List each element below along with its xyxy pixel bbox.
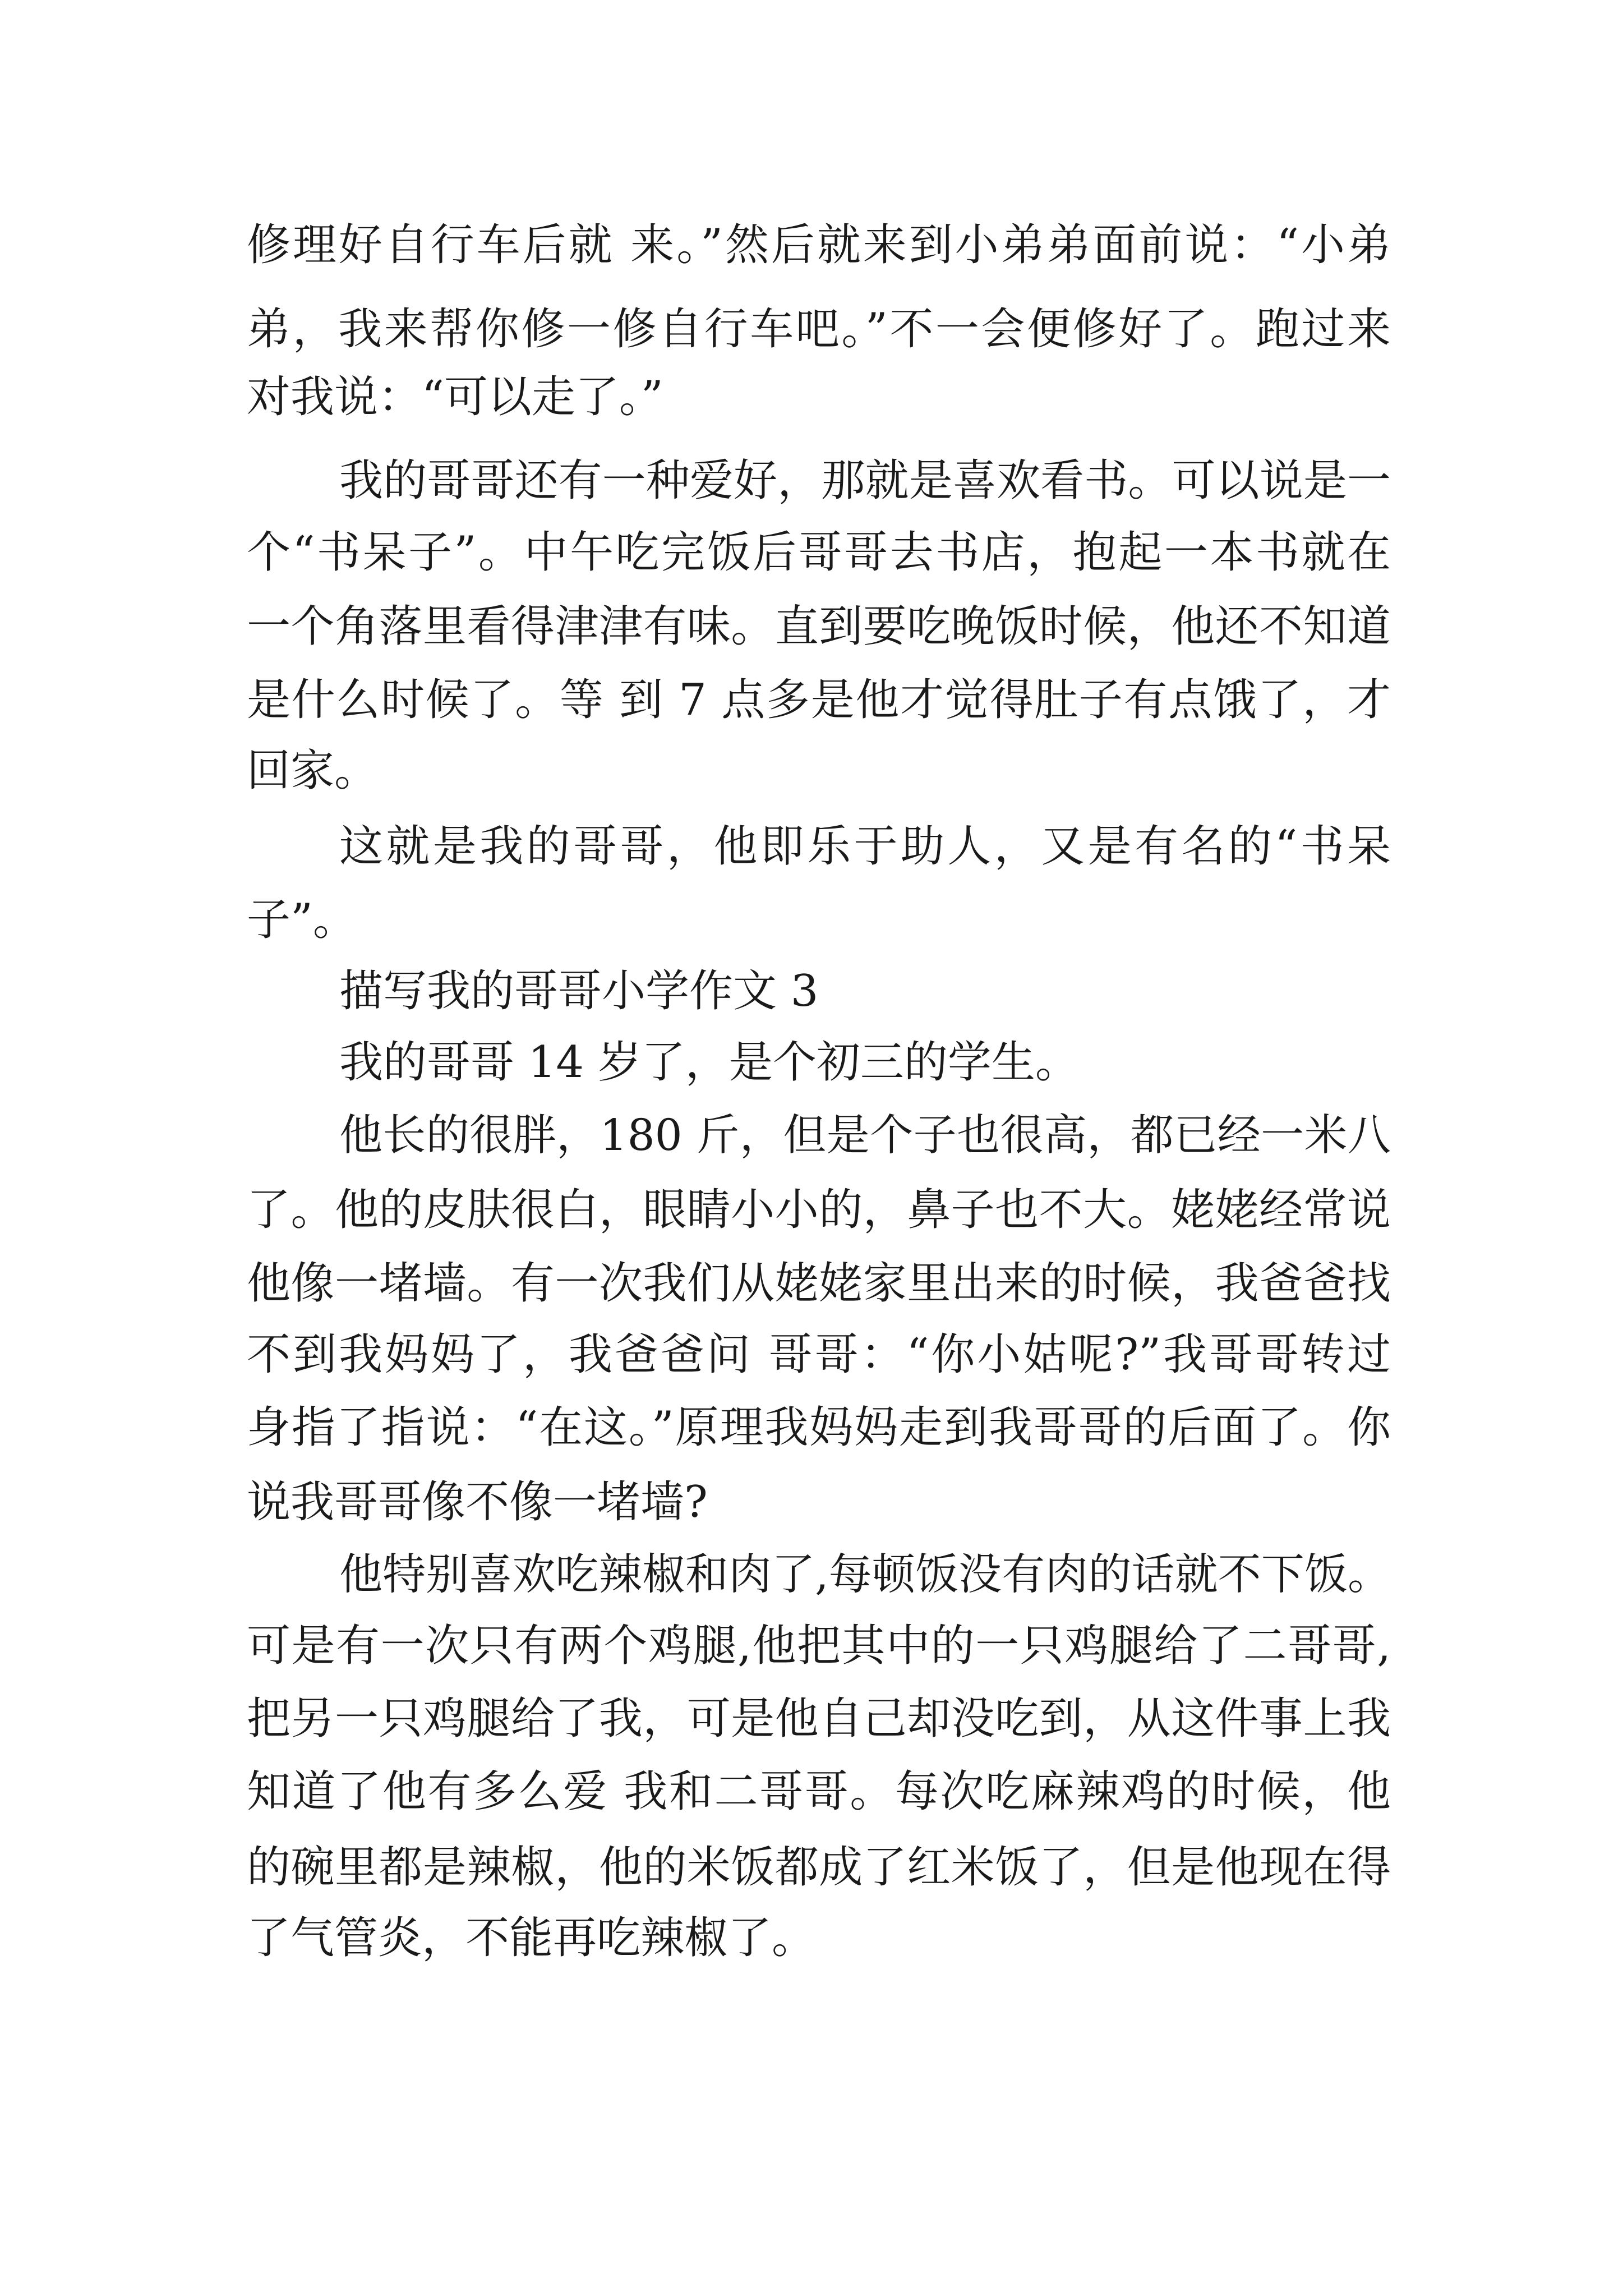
text-line: 了。他的皮肤很白，眼睛小小的，鼻子也不大。姥姥经常说 [247,1185,1391,1235]
text-line: 知道了他有多么爱 我和二哥哥。每次吃麻辣鸡的时候，他 [247,1766,1391,1817]
text-line: 回家。 [247,746,379,796]
paragraph-first-line: 他长的很胖，180 斤，但是个子也很高，都已经一米八 [339,1111,1391,1161]
text-line: 说我哥哥像不像一堵墙? [247,1477,708,1527]
text-line: 把另一只鸡腿给了我，可是他自己却没吃到，从这件事上我 [247,1694,1391,1744]
text-line: 他像一堵墙。有一次我们从姥姥家里出来的时候，我爸爸找 [247,1258,1391,1309]
text-line: 是什么时候了。等 到 7 点多是他才觉得肚子有点饿了，才 [247,675,1391,725]
text-line: 身指了指说：“在这。”原理我妈妈走到我哥哥的后面了。你 [247,1402,1391,1453]
paragraph-first-line: 我的哥哥 14 岁了，是个初三的学生。 [339,1037,1079,1088]
text-line: 一个角落里看得津津有味。直到要吃晚饭时候，他还不知道 [247,601,1391,652]
text-line: 弟，我来帮你修一修自行车吧。”不一会便修好了。跑过来 [247,304,1391,355]
text-line: 对我说：“可以走了。” [247,372,663,422]
text-line: 不到我妈妈了，我爸爸问 哥哥：“你小姑呢?”我哥哥转过 [247,1329,1391,1380]
text-line: 子”。 [247,895,357,945]
text-line: 可是有一次只有两个鸡腿,他把其中的一只鸡腿给了二哥哥, [247,1621,1391,1671]
text-line: 的碗里都是辣椒，他的米饭都成了红米饭了，但是他现在得 [247,1842,1391,1893]
paragraph-first-line: 我的哥哥还有一种爱好，那就是喜欢看书。可以说是一 [339,455,1391,506]
paragraph-first-line: 他特别喜欢吃辣椒和肉了,每顿饭没有肉的话就不下饭。 [339,1550,1391,1600]
section-heading: 描写我的哥哥小学作文 3 [339,966,819,1016]
text-line: 了气管炎，不能再吃辣椒了。 [247,1913,816,1963]
text-line: 修理好自行车后就 来。”然后就来到小弟弟面前说：“小弟 [247,220,1391,270]
text-line: 个“书呆子”。中午吃完饭后哥哥去书店，抱起一本书就在 [247,527,1391,578]
paragraph-first-line: 这就是我的哥哥，他即乐于助人，又是有名的“书呆 [339,821,1391,872]
